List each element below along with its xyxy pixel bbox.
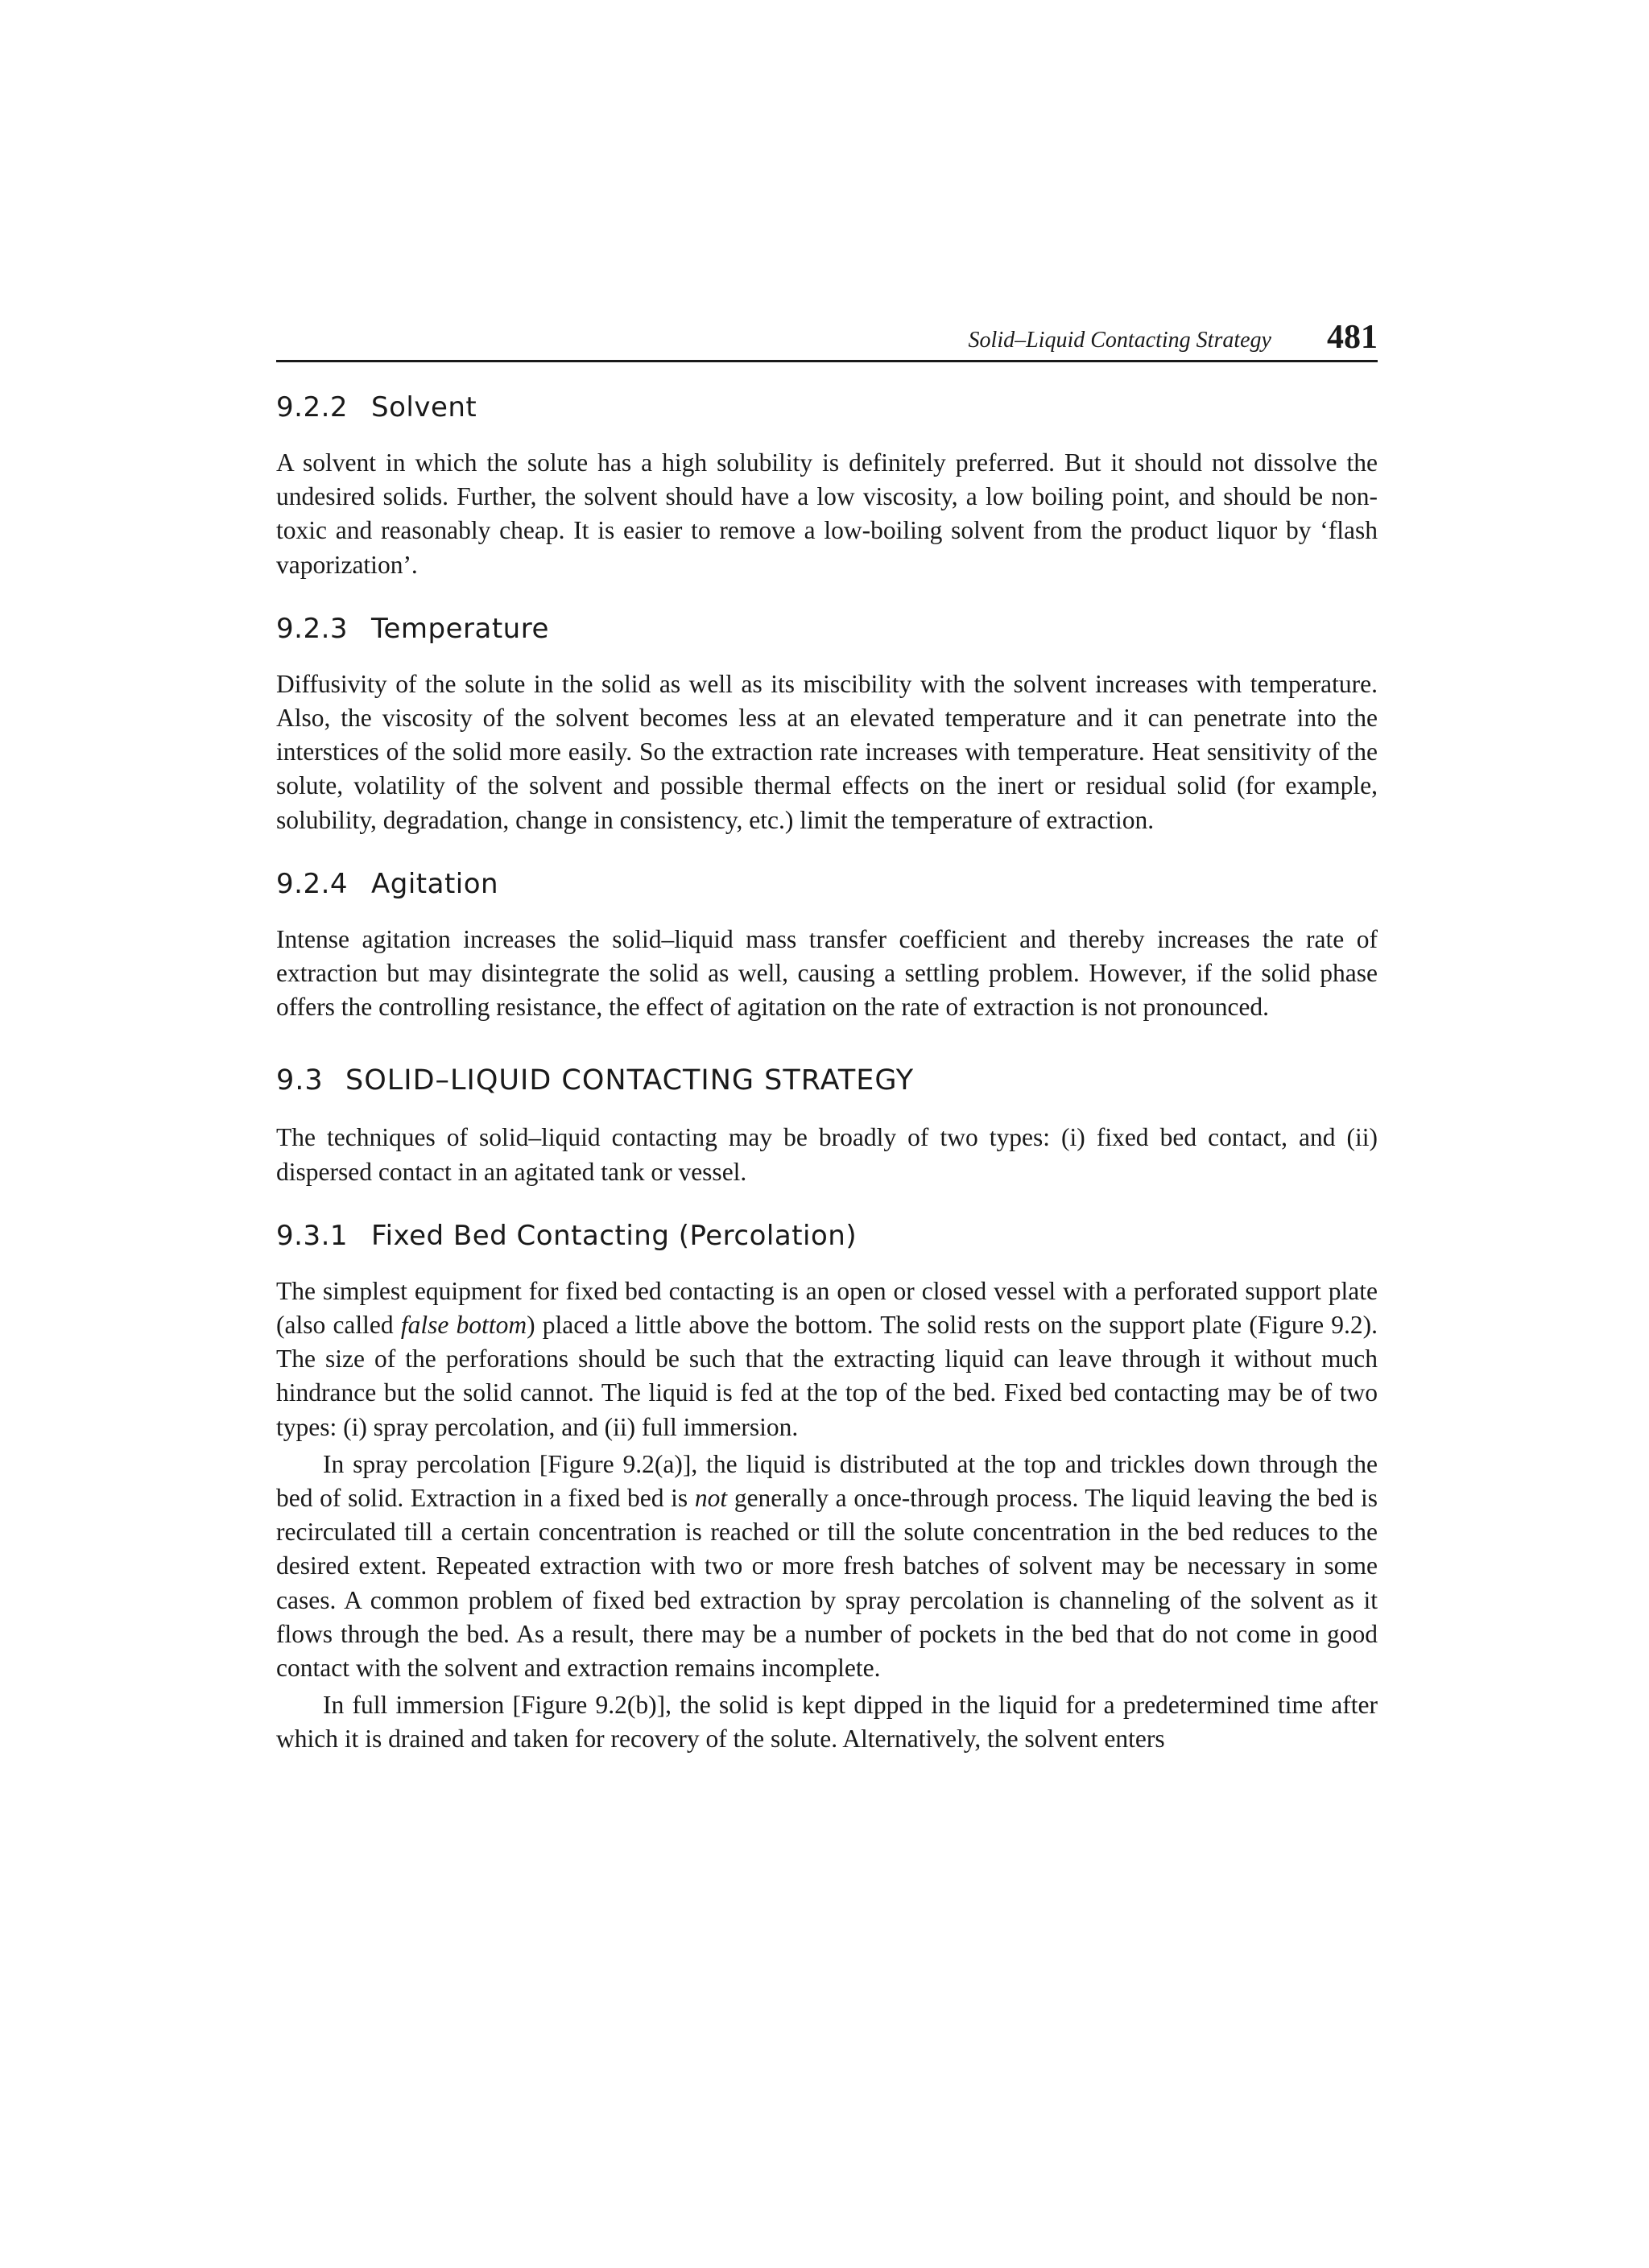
- section-title: Solvent: [371, 391, 477, 423]
- section-title: Agitation: [371, 867, 499, 900]
- paragraph-agitation: Intense agitation increases the solid–liquid mass transfer coefficient and thereby increases the rate of extraction but may disintegrate the solid as well, causing a settling problem. However, if the solid phase offers the controlling resistance, the effect of agitation on the rate of extraction is not pronounced.: [276, 924, 1378, 1022]
- paragraph-spray-percolation: [276, 1448, 1378, 1685]
- page-number: 481: [1327, 319, 1378, 356]
- running-header: [276, 318, 1378, 362]
- italic-term: not: [694, 1484, 728, 1513]
- paragraph-contacting-strategy: The techniques of solid–liquid contacting may be broadly of two types: (i) fixed bed contact, and (ii) dispersed contact in an agitated tank or vessel.: [276, 1123, 1378, 1186]
- section-number: 9.3: [276, 1064, 324, 1097]
- section-number: 9.2.3: [276, 612, 349, 645]
- paragraph-fixed-bed-intro: [276, 1274, 1378, 1444]
- section-title: Temperature: [371, 612, 549, 645]
- section-title: Fixed Bed Contacting (Percolation): [371, 1219, 858, 1252]
- text-run: ) placed a little above the bottom. The solid rests on the support plate (Figure 9.2). The size of the perforations should be such that the extracting liquid can leave through it without much hindrance but the solid cannot. The liquid is fed at the top of the bed. Fixed bed contacting may be of two types: (i) spray percolation, and (ii) full immersion.: [276, 1311, 1378, 1441]
- italic-term: false bottom: [400, 1311, 527, 1340]
- section-number: 9.2.4: [276, 867, 349, 900]
- text-run: The simplest equipment for fixed bed contacting is an open or closed vessel with a perforated support plate (also called: [276, 1276, 1378, 1340]
- section-heading-agitation: [276, 868, 1378, 900]
- running-title: Solid–Liquid Contacting Strategy: [968, 328, 1271, 353]
- section-heading-fixed-bed: [276, 1220, 1378, 1252]
- section-number: 9.2.2: [276, 391, 349, 423]
- paragraph-solvent: A solvent in which the solute has a high solubility is definitely preferred. But it should not dissolve the undesired solids. Further, the solvent should have a low viscosity, a low boiling point, and should be non-toxic and reasonably cheap. It is easier to remove a low-boiling solvent from the product liquor by ‘flash vaporization’.: [276, 448, 1378, 579]
- text-run: generally a once-through process. The liquid leaving the bed is recirculated till a certain concentration is reached or till the solute concentration in the bed reduces to the desired extent. Repeated extraction with two or more fresh batches of solvent may be necessary in some cases. A common problem of fixed bed extraction by spray percolation is channeling of the solvent as it flows through the bed. As a result, there may be a number of pockets in the bed that do not come in good contact with the solvent and extraction remains incomplete.: [276, 1484, 1378, 1683]
- book-page: [276, 318, 1378, 1757]
- section-heading-temperature: [276, 613, 1378, 645]
- section-heading-solvent: [276, 391, 1378, 423]
- section-number: 9.3.1: [276, 1219, 349, 1252]
- section-heading-contacting-strategy: [276, 1064, 1378, 1097]
- section-title: SOLID–LIQUID CONTACTING STRATEGY: [345, 1064, 915, 1097]
- paragraph-full-immersion: In full immersion [Figure 9.2(b)], the solid is kept dipped in the liquid for a predetermined time after which it is drained and taken for recovery of the solute. Alternatively, the solvent enters: [276, 1691, 1378, 1754]
- paragraph-temperature: Diffusivity of the solute in the solid as well as its miscibility with the solvent increases with temperature. Also, the viscosity of the solvent becomes less at an elevated temperature and it can penetrate into the interstices of the solid more easily. So the extraction rate increases with temperature. Heat sensitivity of the solute, volatility of the solvent and possible thermal effects on the inert or residual solid (for example, solubility, degradation, change in consistency, etc.) limit the temperature of extraction.: [276, 669, 1378, 834]
- text-run: In spray percolation [Figure 9.2(a)], the liquid is distributed at the top and trickles down through the bed of solid. Extraction in a fixed bed is: [276, 1449, 1378, 1513]
